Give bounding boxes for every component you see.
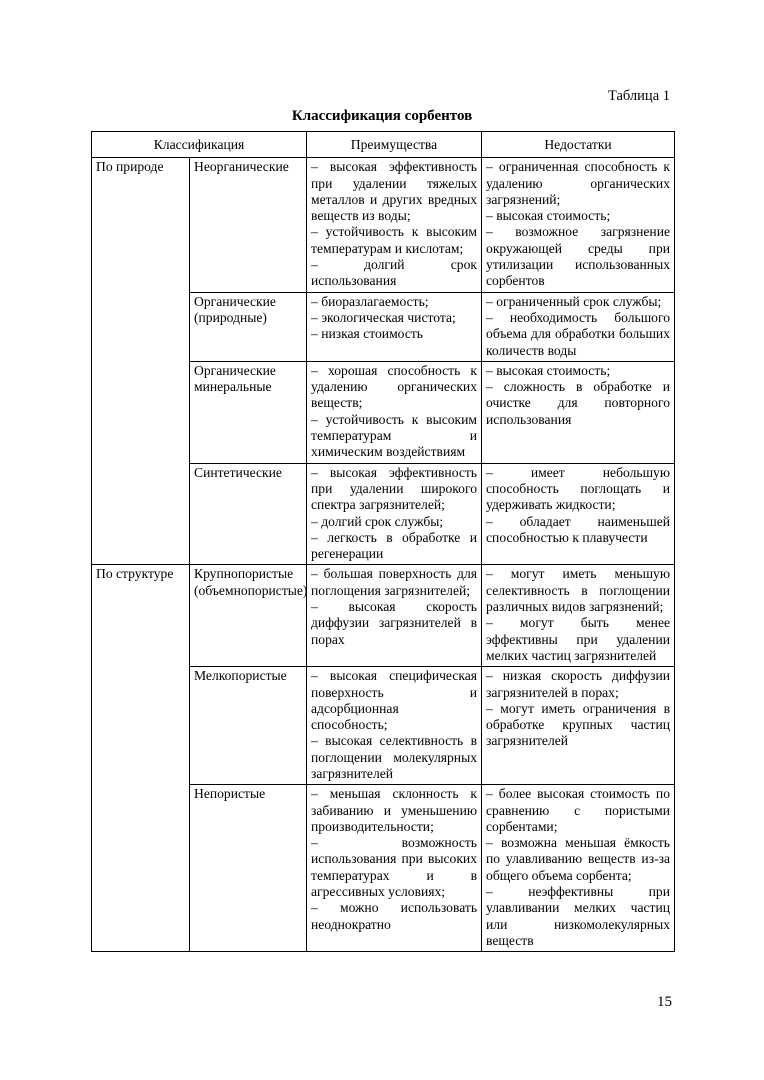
list-entry: – низкая стоимость xyxy=(311,326,423,342)
group-cell-structure: По структуре xyxy=(92,565,190,952)
disadvantages-cell xyxy=(482,667,675,785)
table-header-row xyxy=(92,132,675,158)
category-cell: Крупнопористые (объемнопористые) xyxy=(190,565,307,667)
list-entry: – сложность в обработке и очистке для повторного использования xyxy=(486,379,671,427)
disadvantages-cell xyxy=(482,463,675,565)
sorbent-classification-table xyxy=(91,131,675,952)
list-entry: – высокая стоимость; xyxy=(486,362,611,378)
list-entry: – могут иметь ограничения в обработке крупных частиц загрязнителей xyxy=(486,700,671,749)
advantages-cell xyxy=(307,463,482,565)
disadvantages-cell xyxy=(482,785,675,952)
list-entry: – устойчивость к высоким температурам и химическим воздействиям xyxy=(311,411,478,460)
group-cell-nature: По природе xyxy=(92,158,190,565)
list-entry: – высокая специфическая поверхность и адсорбционная способность; xyxy=(311,668,478,733)
advantages-cell xyxy=(307,158,482,292)
list-entry: – возможна меньшая ёмкость по улавливанию веществ из-за общего объема сорбента; xyxy=(486,835,671,883)
list-entry: – возможное загрязнение окружающей среды при утилизации использованных сорбентов xyxy=(486,224,671,289)
category-cell: Синтетические xyxy=(190,463,307,565)
list-entry: – долгий срок службы; xyxy=(311,513,444,529)
disadvantages-cell xyxy=(482,158,675,292)
list-entry: – могут иметь меньшую селективность в поглощении различных видов загрязнений; xyxy=(486,566,671,615)
advantages-cell xyxy=(307,565,482,667)
table-body xyxy=(92,158,675,952)
table-title: Классификация сорбентов xyxy=(291,108,473,124)
list-entry: – ограниченная способность к удалению органических загрязнений; xyxy=(486,159,671,207)
list-entry: – неэффективны при улавливании мелких частиц или низкомолекулярных веществ xyxy=(486,884,671,948)
list-entry: – большая поверхность для поглощения загрязнителей; xyxy=(311,566,478,598)
list-entry: – меньшая склонность к забиванию и уменьшению производительности; xyxy=(311,786,478,834)
header-advantages: Преимущества xyxy=(307,132,482,158)
list-entry: – высокая стоимость; xyxy=(486,208,611,224)
list-entry: – необходимость большого объема для обработки больших количеств воды xyxy=(486,309,671,358)
category-cell: Органические минеральные xyxy=(190,361,307,463)
list-entry: – могут быть менее эффективны при удалении мелких частиц загрязнителей xyxy=(486,615,671,663)
list-entry: – возможность использования при высоких температурах и в агрессивных условиях; xyxy=(311,835,478,900)
table-label: Таблица 1 xyxy=(607,88,670,104)
page-number: 15 xyxy=(657,994,672,1010)
list-entry: – более высокая стоимость по сравнению с пористыми сорбентами; xyxy=(486,786,671,834)
list-entry: – хорошая способность к удалению органических веществ; xyxy=(311,362,478,411)
category-cell: Мелкопористые xyxy=(190,667,307,785)
advantages-cell xyxy=(307,292,482,361)
list-entry: – обладает наименьшей способностью к плавучести xyxy=(486,513,671,545)
list-entry: – высокая селективность в поглощении молекулярных загрязнителей xyxy=(311,733,478,781)
advantages-cell xyxy=(307,785,482,952)
disadvantages-cell xyxy=(482,292,675,361)
list-entry: – низкая скорость диффузии загрязнителей в порах; xyxy=(486,668,671,700)
list-entry: – долгий срок использования xyxy=(311,257,478,289)
category-cell: Неорганические xyxy=(190,158,307,292)
table-row xyxy=(92,565,675,667)
advantages-cell xyxy=(307,361,482,463)
table-row xyxy=(92,158,675,292)
list-entry: – легкость в обработке и регенерации xyxy=(311,529,478,562)
list-entry: – можно использовать неоднократно xyxy=(311,900,478,932)
list-entry: – высокая эффективность при удалении широкого спектра загрязнителей; xyxy=(311,464,478,513)
list-entry: – высокая скорость диффузии загрязнителей в порах xyxy=(311,599,478,647)
category-cell: Непористые xyxy=(190,785,307,952)
advantages-cell xyxy=(307,667,482,785)
list-entry: – экологическая чистота; xyxy=(311,309,456,325)
header-disadvantages: Недостатки xyxy=(482,132,675,158)
disadvantages-cell xyxy=(482,565,675,667)
list-entry: – биоразлагаемость; xyxy=(311,293,429,309)
category-cell: Органические (природные) xyxy=(190,292,307,361)
list-entry: – имеет небольшую способность поглощать и удерживать жидкости; xyxy=(486,464,671,513)
disadvantages-cell xyxy=(482,361,675,463)
list-entry: – ограниченный срок службы; xyxy=(486,293,662,309)
list-entry: – высокая эффективность при удалении тяжелых металлов и других вредных веществ из воды; xyxy=(311,159,478,224)
header-classification: Классификация xyxy=(92,132,307,158)
list-entry: – устойчивость к высоким температурам и кислотам; xyxy=(311,224,478,256)
